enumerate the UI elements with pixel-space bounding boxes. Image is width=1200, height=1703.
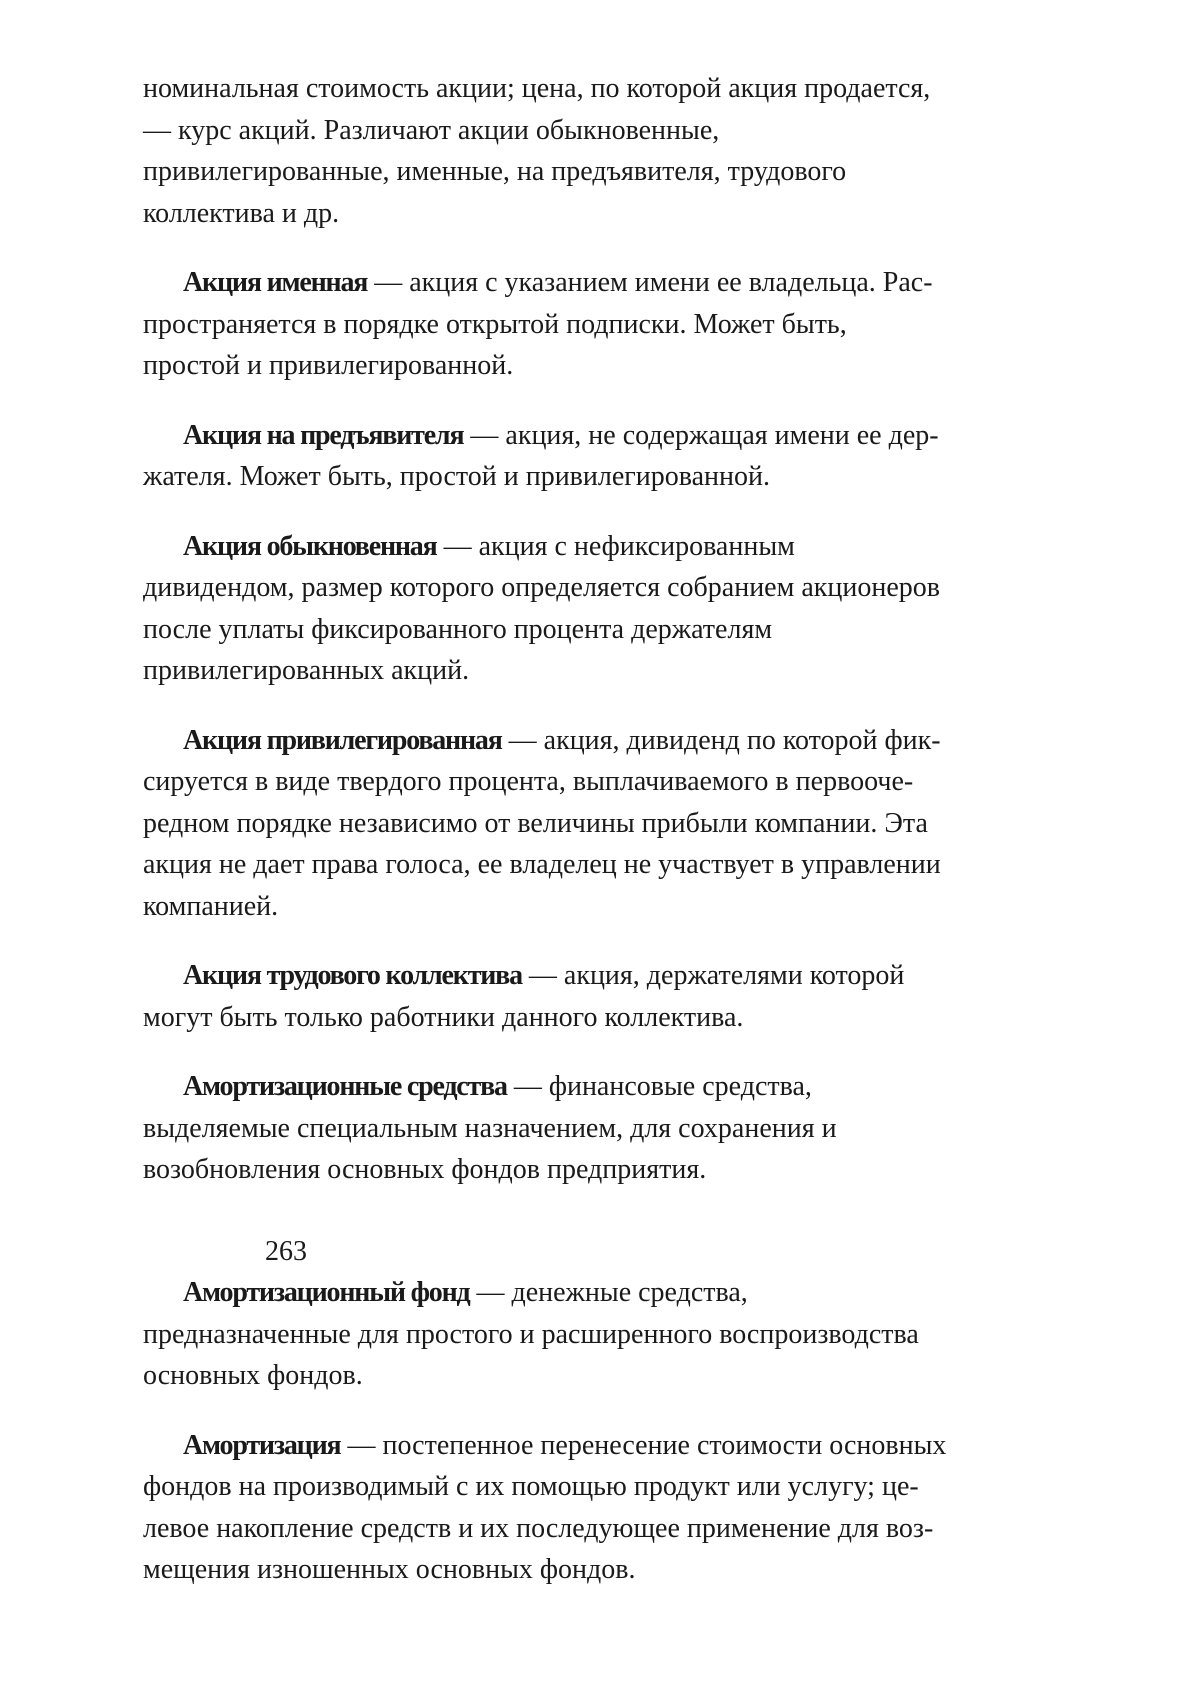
text-line: левое накопление средств и их последующее применение для воз- xyxy=(143,1512,934,1544)
glossary-entry xyxy=(143,955,1063,1038)
glossary-entry xyxy=(143,526,1063,692)
text-line: — курс акций. Различают акции обыкновенные, xyxy=(143,114,720,146)
entry-term: Амортизация xyxy=(183,1429,341,1461)
text-line: компанией. xyxy=(143,890,279,922)
text-line: редном порядке независимо от величины прибыли компании. Эта xyxy=(143,807,928,839)
text-line: мещения изношенных основных фондов. xyxy=(143,1554,636,1585)
text-line: могут быть только работники данного коллектива. xyxy=(143,1001,744,1033)
glossary-entry xyxy=(143,1425,1063,1591)
entry-term: Акция обыкновенная xyxy=(183,530,437,562)
text-line: фондов на производимый с их помощью продукт или услугу; це- xyxy=(143,1471,919,1502)
entry-term: Амортизационные средства xyxy=(183,1071,507,1102)
entry-first-line xyxy=(143,1425,1063,1467)
text-line: коллектива и др. xyxy=(143,197,340,229)
text-line: акция не дает права голоса, ее владелец не участвует в управлении xyxy=(143,849,941,880)
glossary-entry xyxy=(143,720,1063,928)
entry-term: Акция именная xyxy=(183,267,368,298)
entry-term: Акция трудового коллектива xyxy=(183,960,522,991)
text-line: пространяется в порядке открытой подписки. Может быть, xyxy=(143,308,847,340)
entry-first-line xyxy=(143,955,1063,997)
entry-definition: — акция с нефиксированным xyxy=(436,530,795,562)
text-line: номинальная стоимость акции; цена, по которой акция продается, xyxy=(143,73,931,104)
entry-term: Акция привилегированная xyxy=(183,724,502,756)
entry-first-line xyxy=(143,415,1063,457)
entry-first-line xyxy=(143,262,1063,304)
intro-paragraph xyxy=(143,68,1063,234)
text-line: возобновления основных фондов предприятия. xyxy=(143,1154,707,1185)
text-line: жателя. Может быть, простой и привилегированной. xyxy=(143,461,770,492)
text-line: привилегированных акций. xyxy=(143,655,470,686)
entry-term: Акция на предъявителя xyxy=(183,419,464,451)
entry-definition: — акция, не содержащая имени ее дер- xyxy=(463,419,939,451)
text-line: сируется в виде твердого процента, выплачиваемого в первооче- xyxy=(143,766,914,797)
entry-first-line xyxy=(143,526,1063,568)
entry-definition: — финансовые средства, xyxy=(506,1071,812,1102)
text-line: после уплаты фиксированного процента держателям xyxy=(143,613,773,645)
glossary-entry xyxy=(143,415,1063,498)
entry-first-line xyxy=(143,1272,1063,1314)
text-line: выделяемые специальным назначением, для сохранения и xyxy=(143,1112,837,1144)
document-page xyxy=(143,68,1063,1619)
page-number: 263 xyxy=(265,1235,307,1267)
text-line: привилегированные, именные, на предъявителя, трудового xyxy=(143,156,847,187)
entry-definition: — постепенное перенесение стоимости основных xyxy=(340,1429,947,1461)
entry-term: Амортизационный фонд xyxy=(183,1277,470,1308)
text-line: предназначенные для простого и расширенного воспроизводства xyxy=(143,1318,919,1350)
glossary-entry xyxy=(143,262,1063,387)
text-line: основных фондов. xyxy=(143,1360,363,1391)
entry-first-line xyxy=(143,1066,1063,1108)
entry-definition: — денежные средства, xyxy=(469,1277,748,1308)
entry-first-line xyxy=(143,720,1063,762)
glossary-entry xyxy=(143,1272,1063,1397)
entry-definition: — акция, держателями которой xyxy=(521,960,905,991)
text-line: дивидендом, размер которого определяется собранием акционеров xyxy=(143,572,940,603)
entry-definition: — акция, дивиденд по которой фик- xyxy=(501,724,941,756)
glossary-entry xyxy=(143,1066,1063,1191)
text-line: простой и привилегированной. xyxy=(143,350,514,381)
entry-definition: — акция с указанием имени ее владельца. Рас- xyxy=(367,267,933,298)
